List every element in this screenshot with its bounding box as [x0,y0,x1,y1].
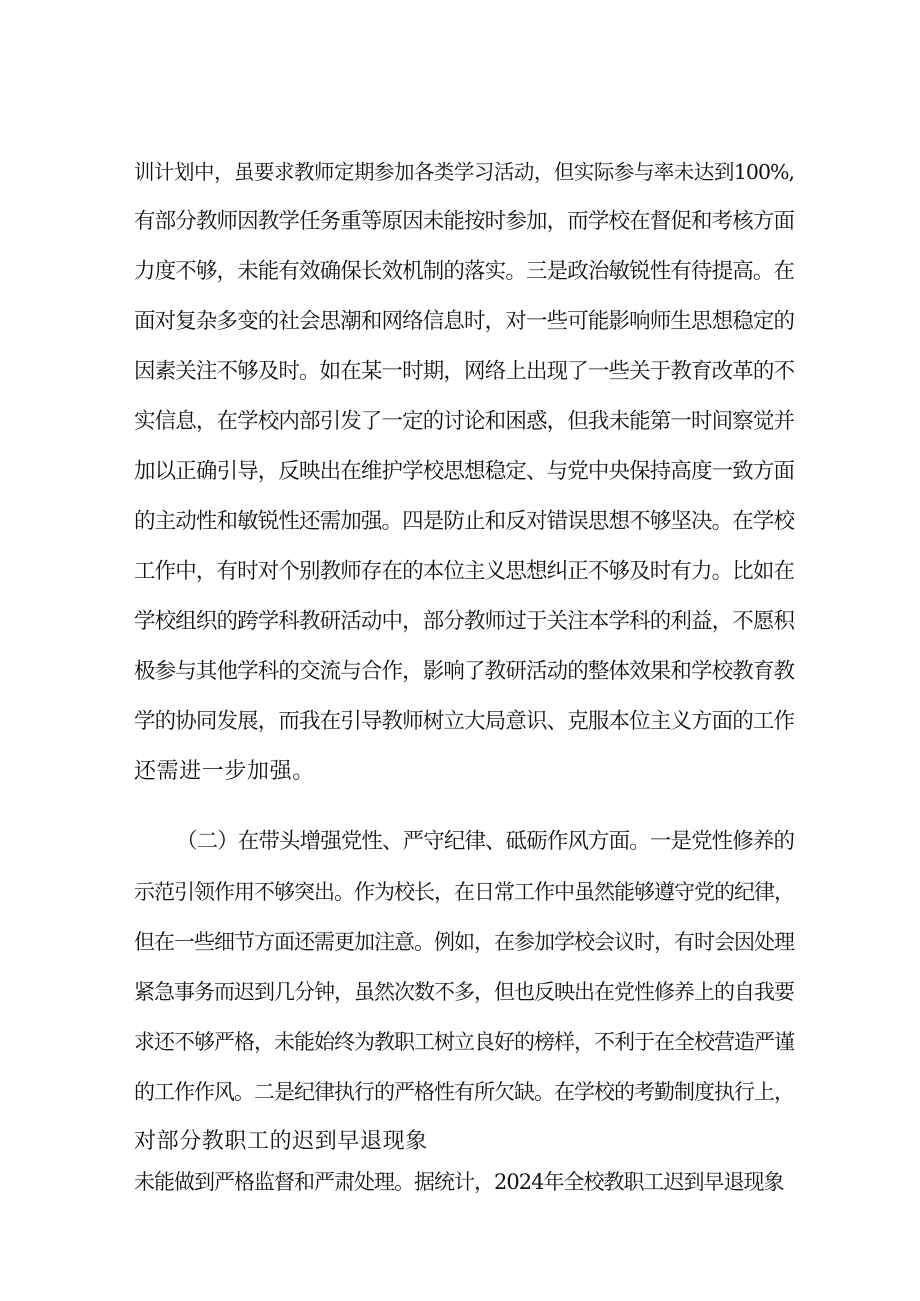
text-line: 极参与其他学科的交流与合作，影响了教研活动的整体效果和学校教育教 [134,659,794,684]
text-line: 实信息，在学校内部引发了一定的讨论和困惑，但我未能第一时间察觉并 [134,409,794,434]
text-line: 但在一些细节方面还需更加注意。例如，在参加学校会议时，有时会因处理 [134,930,794,954]
text-line: 有部分教师因教学任务重等原因未能按时参加，而学校在督促和考核方面 [134,209,794,234]
text-line: 工作中，有时对个别教师存在的本位主义思想纠正不够及时有力。比如在 [134,559,794,584]
text-line: 紧急事务而迟到几分钟，虽然次数不多，但也反映出在党性修养上的自我要 [134,980,794,1004]
text-line: 学校组织的跨学科教研活动中，部分教师过于关注本学科的利益，不愿积 [134,609,794,634]
text-line: 对部分教职工的迟到早退现象 [134,1129,428,1154]
text-line: 加以正确引导，反映出在维护学校思想稳定、与党中央保持高度一致方面 [134,459,794,484]
text-line: 还需进一步加强。 [134,759,315,784]
text-line: （二）在带头增强党性、严守纪律、砥砺作风方面。一是党性修养的 [176,829,794,854]
text-line: 示范引领作用不够突出。作为校长，在日常工作中虽然能够遵守党的纪律， [134,880,794,904]
text-line: 面对复杂多变的社会思潮和网络信息时，对一些可能影响师生思想稳定的 [134,309,794,334]
text-line: 因素关注不够及时。如在某一时期，网络上出现了一些关于教育改革的不 [134,359,794,384]
text-line: 学的协同发展，而我在引导教师树立大局意识、克服本位主义方面的工作 [134,709,794,734]
text-line: 力度不够，未能有效确保长效机制的落实。三是政治敏锐性有待提高。在 [134,259,794,284]
text-line: 求还不够严格，未能始终为教职工树立良好的榜样，不利于在全校营造严谨 [134,1030,794,1054]
text-line: 的工作作风。二是纪律执行的严格性有所欠缺。在学校的考勤制度执行上， [134,1080,794,1104]
text-line: 未能做到严格监督和严肃处理。据统计，2024年全校教职工迟到早退现象 [134,1170,784,1194]
text-line: 训计划中，虽要求教师定期参加各类学习活动，但实际参与率未达到100%, [134,160,794,184]
text-line: 的主动性和敏锐性还需加强。四是防止和反对错误思想不够坚决。在学校 [134,509,794,534]
